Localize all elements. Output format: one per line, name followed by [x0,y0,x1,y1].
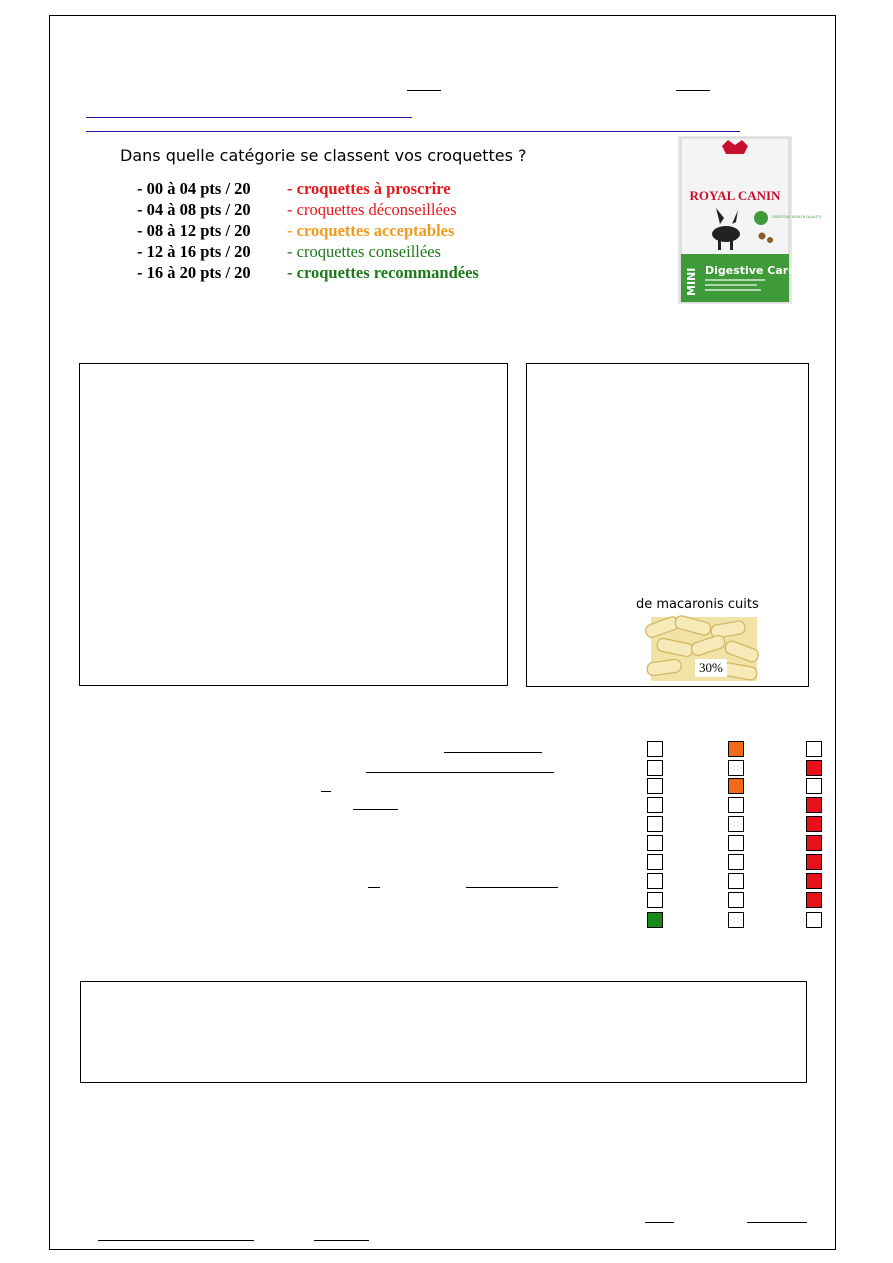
link-underline-2 [86,131,740,132]
category-row [137,200,457,220]
score-checkbox-col1-10[interactable] [647,912,663,928]
score-checkbox-col3-4[interactable] [806,797,822,813]
category-label: - croquettes à proscrire [287,179,451,198]
category-label: - croquettes déconseillées [287,200,457,219]
product-name: Digestive Care [705,264,796,277]
product-bag-image [678,136,822,304]
score-checkbox-col2-9[interactable] [728,892,744,908]
score-checkbox-col2-7[interactable] [728,854,744,870]
category-range: - 12 à 16 pts / 20 [137,242,251,261]
underline-4 [366,772,554,773]
category-row [137,221,454,241]
underline-1 [407,90,441,91]
category-row [137,263,479,283]
score-checkbox-col3-5[interactable] [806,816,822,832]
link-underline-1 [86,117,412,118]
score-checkbox-col3-7[interactable] [806,854,822,870]
score-checkbox-col2-1[interactable] [728,741,744,757]
score-checkbox-col1-2[interactable] [647,760,663,776]
score-checkbox-col1-1[interactable] [647,741,663,757]
score-checkbox-col3-9[interactable] [806,892,822,908]
underline-7 [368,887,380,888]
score-checkbox-col1-8[interactable] [647,873,663,889]
category-label: - croquettes recommandées [287,263,479,282]
product-range: MINI [685,267,698,296]
score-checkbox-col3-3[interactable] [806,778,822,794]
product-brand: ROYAL CANIN [689,188,781,203]
score-checkbox-col1-9[interactable] [647,892,663,908]
macaroni-caption: de macaronis cuits [636,597,759,612]
score-checkbox-col3-2[interactable] [806,760,822,776]
category-label: - croquettes acceptables [287,221,455,240]
product-badge: DIGESTIVE HEALTH QUALITY [772,215,822,219]
underline-6 [353,809,398,810]
score-checkbox-col3-8[interactable] [806,873,822,889]
category-range: - 00 à 04 pts / 20 [137,179,251,198]
score-checkbox-col2-5[interactable] [728,816,744,832]
category-label: - croquettes conseillées [287,242,441,261]
category-range: - 04 à 08 pts / 20 [137,200,251,219]
underline-8 [466,887,558,888]
score-checkbox-col3-6[interactable] [806,835,822,851]
footer-underline-4 [314,1240,369,1241]
category-range: - 16 à 20 pts / 20 [137,263,251,282]
macaroni-image [651,617,757,681]
score-checkbox-col1-6[interactable] [647,835,663,851]
score-checkbox-col1-5[interactable] [647,816,663,832]
category-range: - 08 à 12 pts / 20 [137,221,251,240]
score-checkbox-col2-4[interactable] [728,797,744,813]
score-checkbox-col2-8[interactable] [728,873,744,889]
category-row [137,242,441,262]
score-checkbox-col2-6[interactable] [728,835,744,851]
content-box-bottom [80,981,807,1083]
footer-underline-3 [98,1240,254,1241]
underline-5 [321,791,331,792]
macaroni-percent: 30% [695,659,727,677]
content-box-left [79,363,508,686]
underline-3 [444,752,542,753]
score-checkbox-col3-10[interactable] [806,912,822,928]
footer-underline-2 [747,1222,807,1223]
score-checkbox-col1-7[interactable] [647,854,663,870]
score-checkbox-col2-3[interactable] [728,778,744,794]
score-checkbox-col2-10[interactable] [728,912,744,928]
score-checkbox-col1-4[interactable] [647,797,663,813]
footer-underline-1 [645,1222,674,1223]
tiers-question: Dans quelle catégorie se classent vos croquettes ? [120,146,527,165]
underline-2 [676,90,710,91]
score-checkbox-col1-3[interactable] [647,778,663,794]
category-row [137,179,451,199]
score-checkbox-col3-1[interactable] [806,741,822,757]
product-bag-graphic [678,136,822,304]
score-checkbox-col2-2[interactable] [728,760,744,776]
